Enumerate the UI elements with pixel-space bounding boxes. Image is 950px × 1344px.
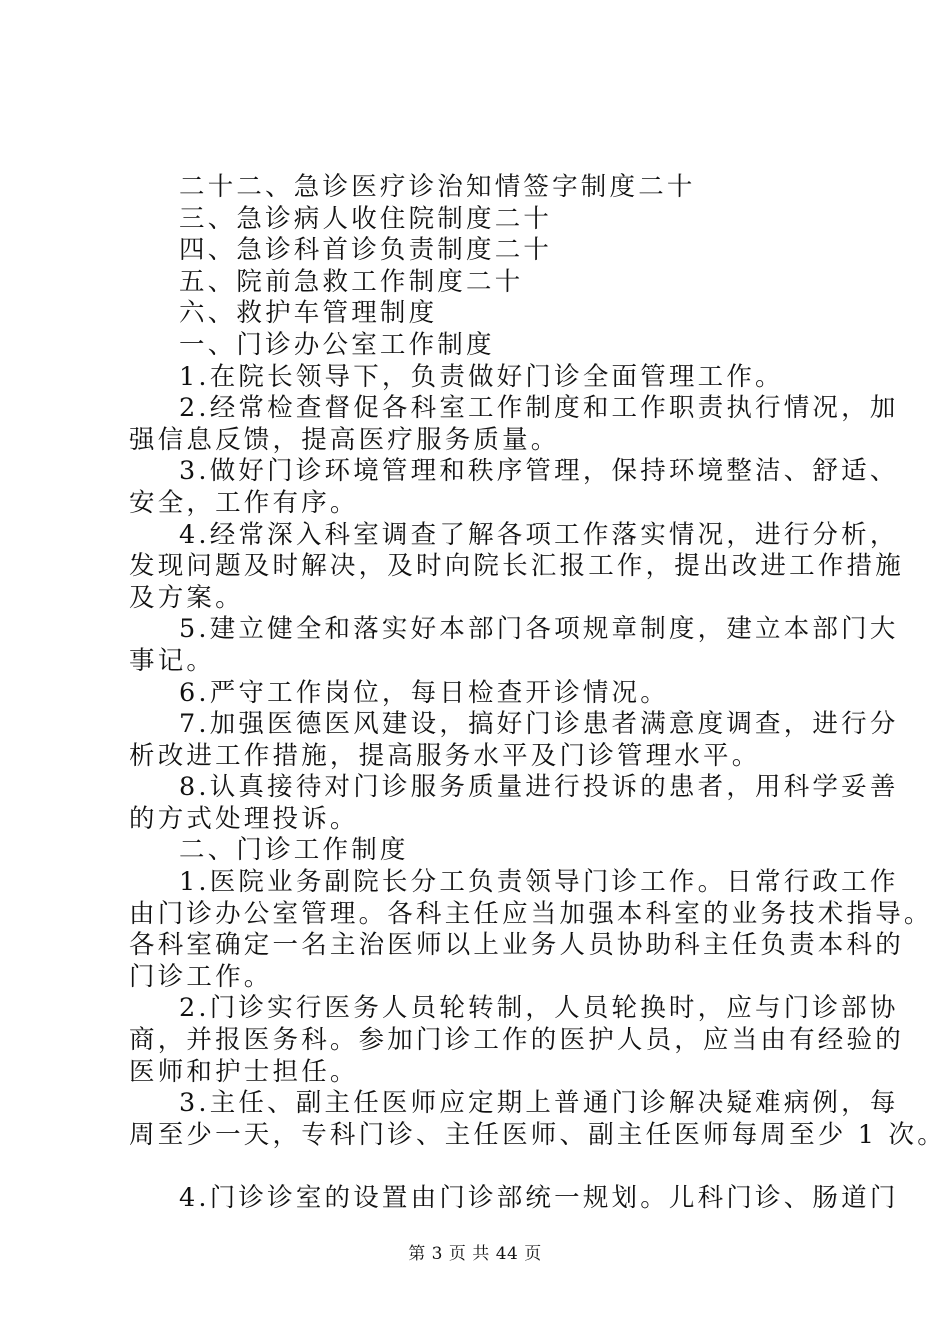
paragraph-line: 安全，工作有序。 [129, 487, 359, 518]
paragraph-line: 发现问题及时解决，及时向院长汇报工作，提出改进工作措施 [129, 551, 904, 582]
paragraph-line: 8.认真接待对门诊服务质量进行投诉的患者，用科学妥善 [179, 772, 899, 803]
paragraph-line: 析改进工作措施，提高服务水平及门诊管理水平。 [129, 740, 761, 771]
paragraph-line: 事记。 [129, 645, 216, 676]
paragraph-line: 3.做好门诊环境管理和秩序管理，保持环境整洁、舒适、 [179, 456, 899, 487]
paragraph-line: 5.建立健全和落实好本部门各项规章制度，建立本部门大 [179, 614, 899, 645]
paragraph-line: 由门诊办公室管理。各科主任应当加强本科室的业务技术指导。 [129, 898, 933, 929]
paragraph-line: 1.医院业务副院长分工负责领导门诊工作。日常行政工作 [179, 867, 899, 898]
page-number-footer: 第 3 页 共 44 页 [408, 1244, 542, 1264]
paragraph-line: 4.门诊诊室的设置由门诊部统一规划。儿科门诊、肠道门 [179, 1183, 899, 1214]
paragraph-line: 4.经常深入科室调查了解各项工作落实情况，进行分析， [179, 519, 899, 550]
paragraph-line: 医师和护士担任。 [129, 1056, 359, 1087]
paragraph-line: 周至少一天，专科门诊、主任医师、副主任医师每周至少 1 次。 [129, 1119, 946, 1150]
paragraph-line: 2.经常检查督促各科室工作制度和工作职责执行情况，加 [179, 393, 899, 424]
paragraph-gap [129, 1151, 849, 1183]
toc-line: 六、救护车管理制度 [179, 298, 438, 329]
document-body [129, 172, 946, 1215]
toc-line: 四、急诊科首诊负责制度二十 [179, 235, 553, 266]
toc-line: 五、院前急救工作制度二十 [179, 266, 524, 297]
paragraph-line: 2.门诊实行医务人员轮转制，人员轮换时，应与门诊部协 [179, 993, 899, 1024]
paragraph-line: 的方式处理投诉。 [129, 803, 359, 834]
paragraph-line: 3.主任、副主任医师应定期上普通门诊解决疑难病例，每 [179, 1088, 899, 1119]
toc-line: 二十二、急诊医疗诊治知情签字制度二十 [179, 172, 696, 202]
paragraph-line: 强信息反馈，提高医疗服务质量。 [129, 424, 560, 455]
paragraph-line: 各科室确定一名主治医师以上业务人员协助科主任负责本科的 [129, 930, 904, 961]
paragraph-line: 门诊工作。 [129, 961, 273, 992]
section-heading: 一、门诊办公室工作制度 [179, 329, 495, 360]
section-heading: 二、门诊工作制度 [179, 835, 409, 866]
paragraph-line: 7.加强医德医风建设，搞好门诊患者满意度调查，进行分 [179, 709, 899, 740]
toc-line: 三、急诊病人收住院制度二十 [179, 203, 553, 234]
paragraph-line: 商，并报医务科。参加门诊工作的医护人员，应当由有经验的 [129, 1025, 904, 1056]
paragraph-line: 1.在院长领导下，负责做好门诊全面管理工作。 [179, 361, 784, 392]
paragraph-line: 6.严守工作岗位，每日检查开诊情况。 [179, 677, 669, 708]
paragraph-line: 及方案。 [129, 582, 244, 613]
